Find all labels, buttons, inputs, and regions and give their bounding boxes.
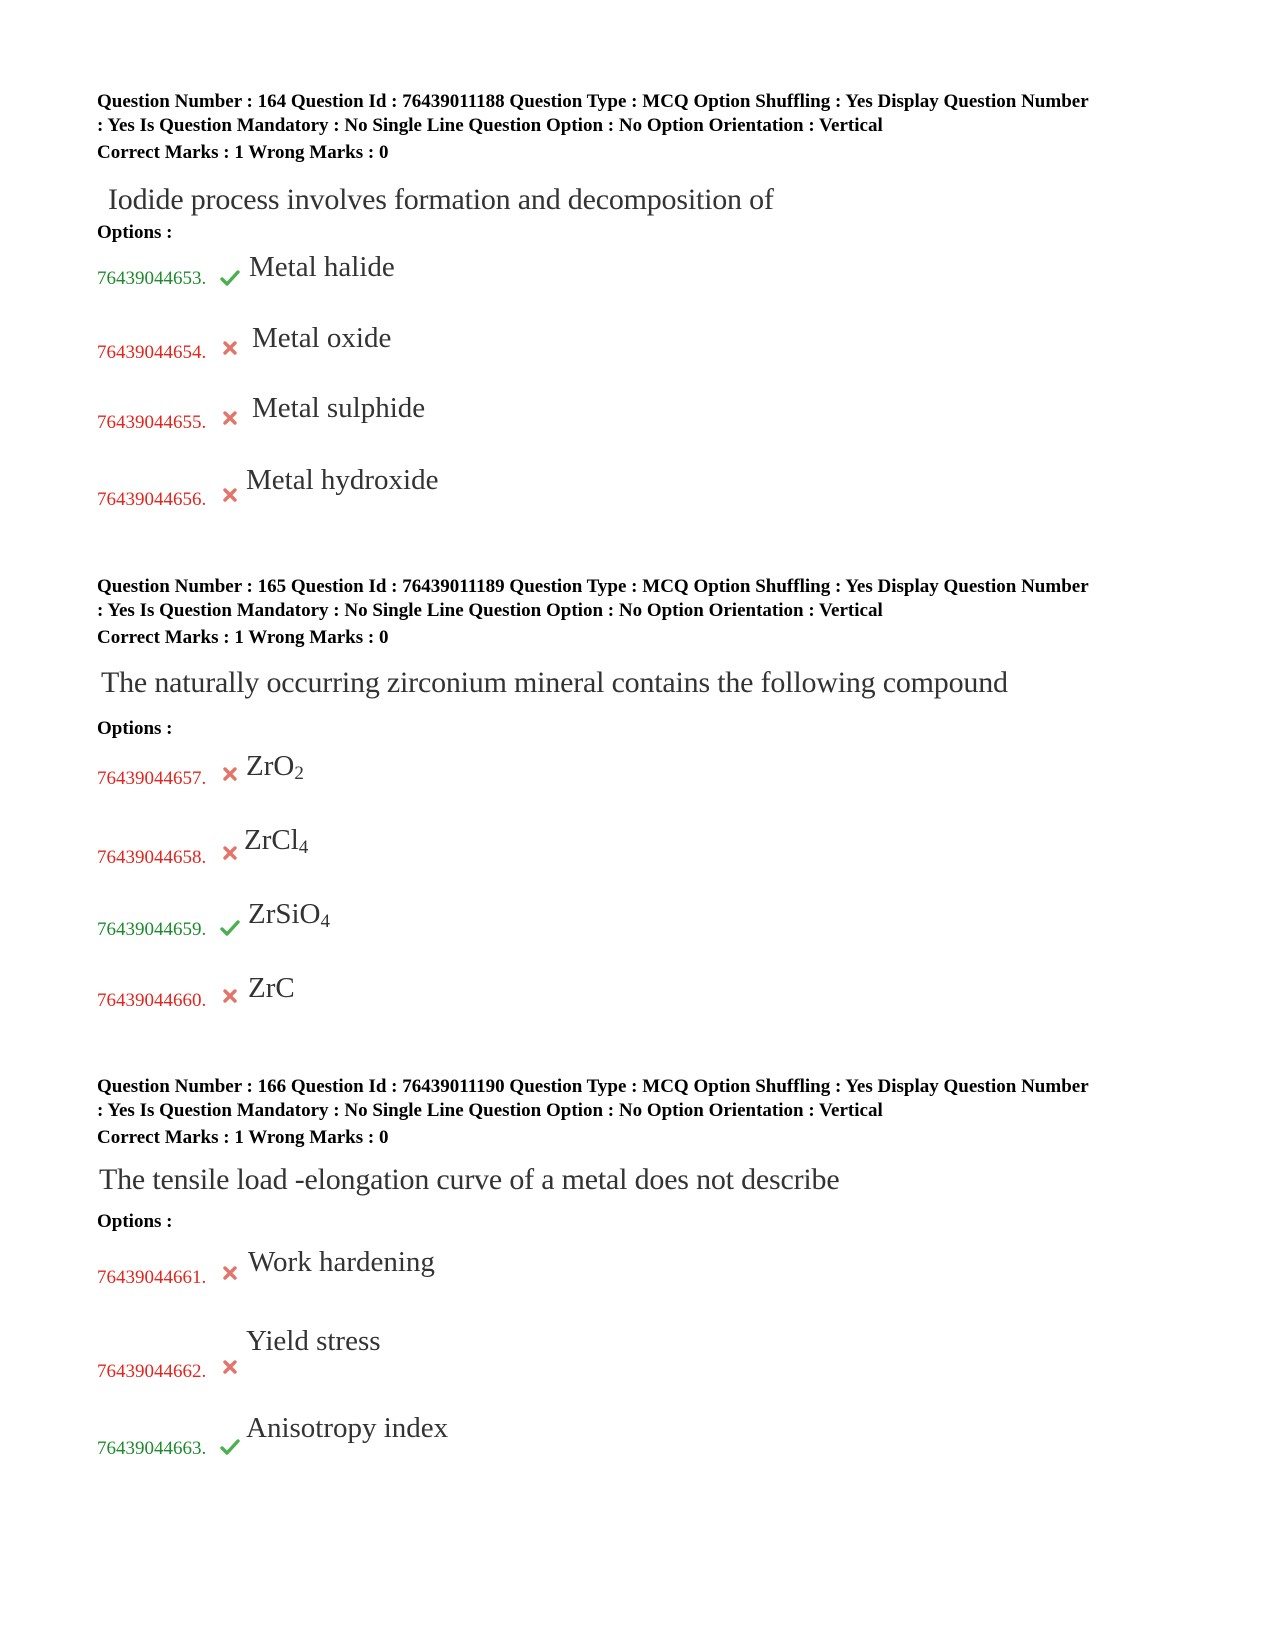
option-text: Anisotropy index — [246, 1412, 449, 1444]
option-id: 76439044658. — [97, 847, 207, 868]
cross-icon — [220, 1263, 240, 1283]
formula-base: ZrSiO — [248, 898, 321, 930]
options-label: Options : — [97, 222, 173, 243]
option-text: Yield stress — [246, 1325, 381, 1357]
option-id: 76439044653. — [97, 268, 207, 289]
question-marks: Correct Marks : 1 Wrong Marks : 0 — [97, 1127, 389, 1148]
formula-base: ZrC — [248, 972, 295, 1004]
question-165-text: The naturally occurring zirconium mineral contains the following compound — [101, 666, 1008, 699]
formula-subscript: 4 — [320, 911, 330, 932]
cross-icon — [220, 764, 240, 784]
check-icon — [220, 918, 240, 938]
option-formula — [244, 824, 308, 859]
cross-icon — [220, 338, 240, 358]
cross-icon — [220, 986, 240, 1006]
question-164-text: Iodide process involves formation and decomposition of — [108, 183, 774, 216]
check-icon — [220, 268, 240, 288]
option-text: Metal sulphide — [252, 392, 426, 424]
formula-subscript: 2 — [294, 763, 304, 784]
cross-icon — [220, 485, 240, 505]
option-id: 76439044654. — [97, 342, 207, 363]
option-text: Metal oxide — [252, 322, 392, 354]
option-formula — [246, 750, 304, 785]
formula-subscript: 4 — [298, 837, 309, 858]
formula-base: ZrCl — [244, 824, 299, 856]
cross-icon — [220, 843, 240, 863]
question-marks: Correct Marks : 1 Wrong Marks : 0 — [97, 142, 389, 163]
option-id: 76439044663. — [97, 1438, 207, 1459]
question-164-meta — [97, 90, 1207, 165]
formula-base: ZrO — [246, 750, 295, 782]
question-meta-line: : Yes Is Question Mandatory : No Single Line Question Option : No Option Orientation : Vertical — [97, 600, 883, 621]
options-label: Options : — [97, 718, 173, 739]
question-meta-line: : Yes Is Question Mandatory : No Single Line Question Option : No Option Orientation : Vertical — [97, 1100, 883, 1121]
question-meta-line: Question Number : 165 Question Id : 76439011189 Question Type : MCQ Option Shuffling : Yes Display Question Number — [97, 576, 1089, 597]
option-text: Metal halide — [249, 251, 395, 283]
option-id: 76439044659. — [97, 919, 207, 940]
question-meta-line: Question Number : 166 Question Id : 76439011190 Question Type : MCQ Option Shuffling : Yes Display Question Number — [97, 1076, 1089, 1097]
option-text: Work hardening — [248, 1246, 435, 1278]
option-text: Metal hydroxide — [246, 464, 439, 496]
question-meta-line: Question Number : 164 Question Id : 76439011188 Question Type : MCQ Option Shuffling : Yes Display Question Number — [97, 91, 1089, 112]
option-formula — [248, 972, 295, 1007]
question-166-meta — [97, 1075, 1207, 1150]
option-id: 76439044662. — [97, 1361, 207, 1382]
option-id: 76439044656. — [97, 489, 207, 510]
option-id: 76439044660. — [97, 990, 207, 1011]
options-label: Options : — [97, 1211, 173, 1232]
option-formula — [248, 898, 330, 933]
option-id: 76439044661. — [97, 1267, 207, 1288]
cross-icon — [220, 1357, 240, 1377]
question-marks: Correct Marks : 1 Wrong Marks : 0 — [97, 627, 389, 648]
question-166-text: The tensile load -elongation curve of a metal does not describe — [99, 1163, 840, 1196]
question-meta-line: : Yes Is Question Mandatory : No Single Line Question Option : No Option Orientation : Vertical — [97, 115, 883, 136]
option-id: 76439044657. — [97, 768, 207, 789]
question-165-meta — [97, 575, 1207, 650]
option-id: 76439044655. — [97, 412, 207, 433]
check-icon — [220, 1437, 240, 1457]
cross-icon — [220, 408, 240, 428]
